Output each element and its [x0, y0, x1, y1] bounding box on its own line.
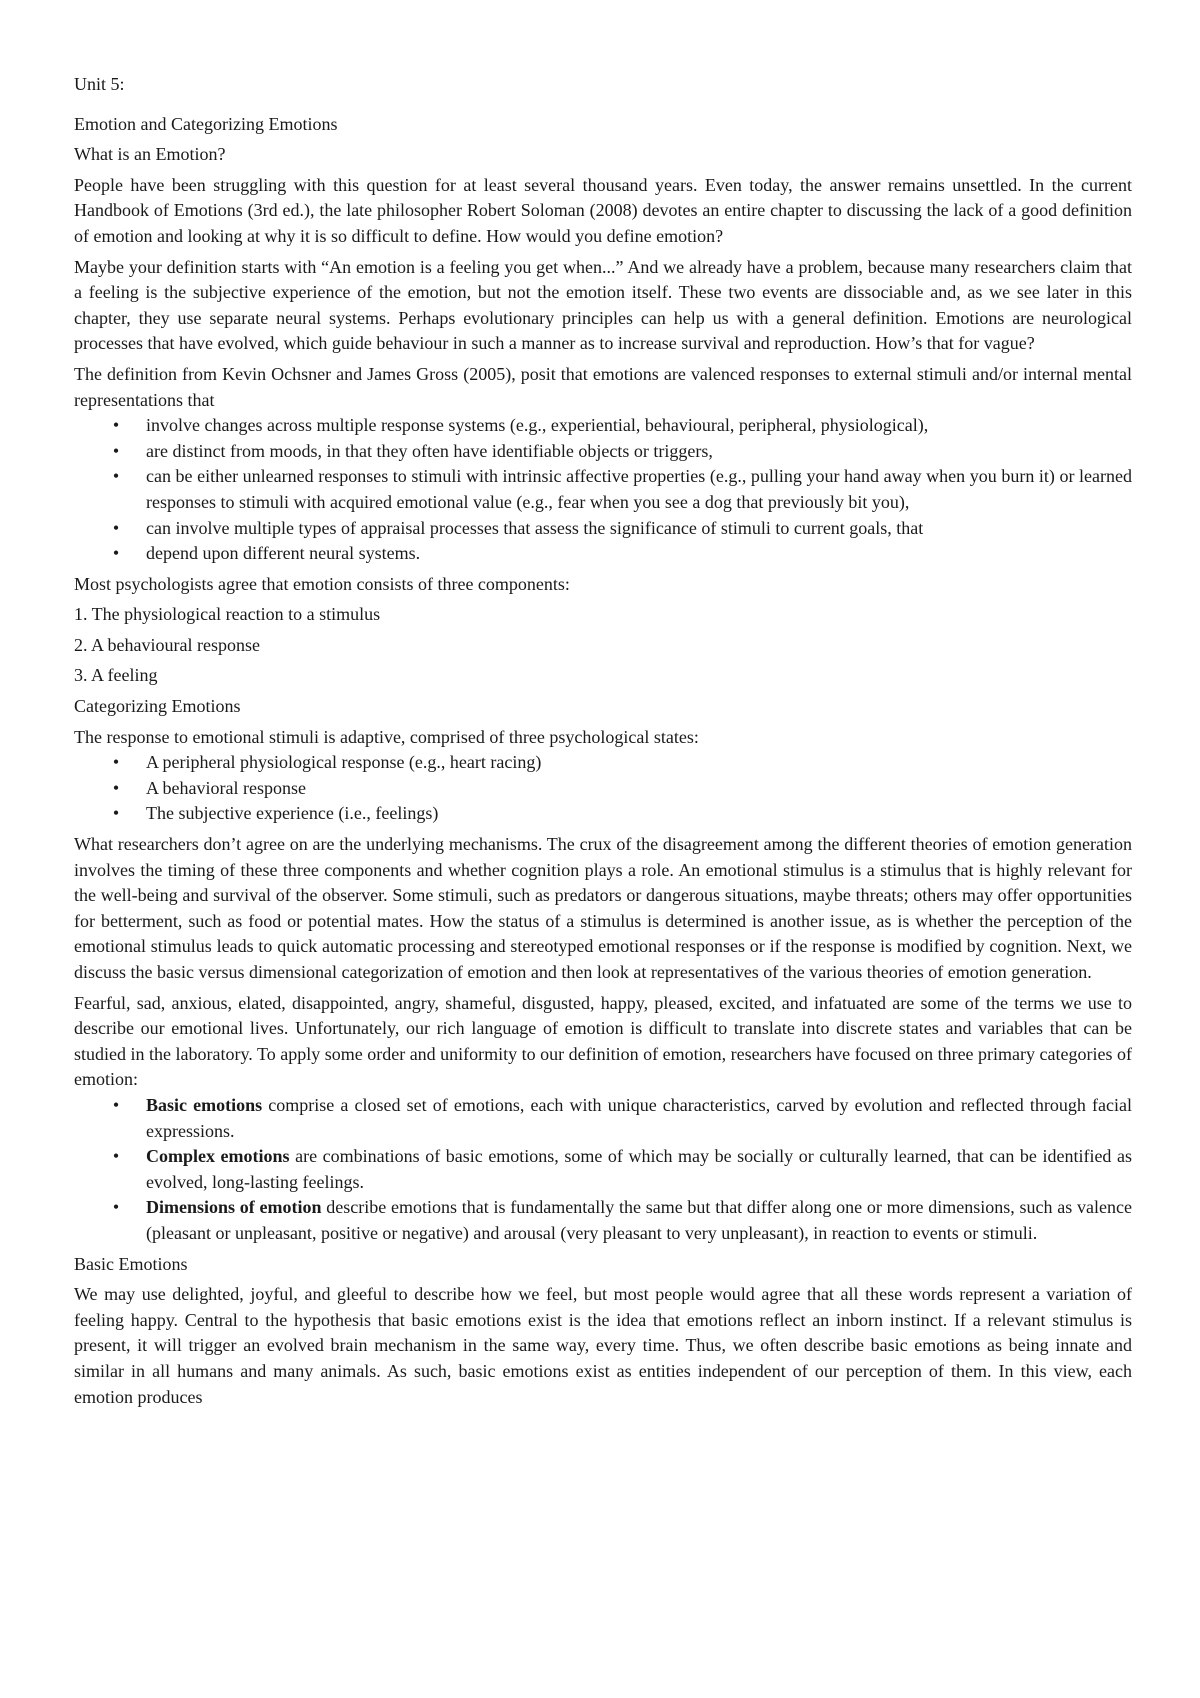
component-3: 3. A feeling: [74, 665, 158, 686]
unit-title: Unit 5:: [74, 74, 125, 94]
heading-what-is-emotion: What is an Emotion?: [74, 144, 226, 165]
list-item: • Basic emotions comprise a closed set of emotions, each with unique characteristics, carved by evolution and reflected through facial expressions.: [112, 1094, 1132, 1141]
paragraph-4: Most psychologists agree that emotion consists of three components:: [74, 573, 570, 594]
bullet-icon: •: [112, 440, 120, 461]
term-basic-emotions: Basic emotions: [146, 1094, 263, 1115]
term-dimensions-of-emotion: Dimensions of emotion: [146, 1197, 322, 1218]
section-title: Emotion and Categorizing Emotions: [74, 113, 338, 134]
heading-basic-emotions: Basic Emotions: [74, 1253, 188, 1274]
list-item: • A behavioral response: [146, 776, 1132, 802]
list-item: • involve changes across multiple response systems (e.g., experiential, behavioural, peripheral, physiological),: [146, 413, 1132, 439]
heading-categorizing-emotions: Categorizing Emotions: [74, 696, 241, 717]
categories-list: [74, 1093, 1132, 1247]
paragraph-5: The response to emotional stimuli is adaptive, comprised of three psychological states:: [74, 726, 699, 747]
bullet-icon: •: [112, 803, 120, 824]
bullet-icon: •: [112, 466, 120, 487]
states-list: [74, 750, 1132, 827]
list-item: • can involve multiple types of appraisal processes that assess the significance of stimuli to current goals, that: [146, 516, 1132, 542]
term-complex-emotions: Complex emotions: [146, 1146, 290, 1167]
bullet-icon: •: [112, 543, 120, 564]
list-item: • A peripheral physiological response (e.g., heart racing): [146, 750, 1132, 776]
list-item: • are distinct from moods, in that they often have identifiable objects or triggers,: [146, 439, 1132, 465]
bullet-icon: •: [112, 517, 120, 538]
list-item: • The subjective experience (i.e., feelings): [146, 801, 1132, 827]
component-2: 2. A behavioural response: [74, 634, 260, 655]
paragraph-7: Fearful, sad, anxious, elated, disappointed, angry, shameful, disgusted, happy, pleased, excited, and infatuated are some of the terms we use to describe our emotional lives. Unfortunately, our rich language of emotion is difficult to translate into discrete states and variables that can be studied in the laboratory. To apply some order and uniformity to our definition of emotion, researchers have focused on three primary categories of emotion:: [74, 992, 1132, 1090]
paragraph-2: Maybe your definition starts with “An emotion is a feeling you get when...” And we already have a problem, because many researchers claim that a feeling is the subjective experience of the emotion, but not the emotion itself. These two events are dissociable and, as we see later in this chapter, they use separate neural systems. Perhaps evolutionary principles can help us with a general definition. Emotions are neurological processes that have evolved, which guide behaviour in such a manner as to increase survival and reproduction. How’s that for vague?: [74, 256, 1132, 354]
paragraph-8: We may use delighted, joyful, and gleeful to describe how we feel, but most people would agree that all these words represent a variation of feeling happy. Central to the hypothesis that basic emotions exist is the idea that emotions reflect an inborn instinct. If a relevant stimulus is present, it will trigger an evolved brain mechanism in the same way, every time. Thus, we often describe basic emotions as being innate and similar in all humans and many animals. As such, basic emotions exist as entities independent of our perception of them. In this view, each emotion produces: [74, 1284, 1132, 1407]
bullet-icon: •: [112, 752, 120, 773]
definition-list: [74, 413, 1132, 567]
list-item: • can be either unlearned responses to stimuli with intrinsic affective properties (e.g., pulling your hand away when you burn it) or learned responses to stimuli with acquired emotional value (e.g., fear when you see a dog that previously bit you),: [112, 466, 1132, 512]
component-1: 1. The physiological reaction to a stimulus: [74, 604, 381, 625]
document-page: [74, 72, 1132, 1415]
list-item: • Complex emotions are combinations of basic emotions, some of which may be socially or culturally learned, that can be identified as evolved, long-lasting feelings.: [112, 1146, 1132, 1192]
bullet-icon: •: [112, 1146, 120, 1167]
bullet-icon: •: [112, 1197, 120, 1218]
bullet-icon: •: [112, 1094, 120, 1115]
paragraph-6: What researchers don’t agree on are the underlying mechanisms. The crux of the disagreement among the different theories of emotion generation involves the timing of these three components and whether cognition plays a role. An emotional stimulus is a stimulus that is highly relevant for the well-being and survival of the observer. Some stimuli, such as predators or dangerous situations, maybe threats; others may offer opportunities for betterment, such as food or potential mates. How the status of a stimulus is determined is another issue, as is whether the perception of the emotional stimulus leads to quick automatic processing and stereotyped emotional responses or if the response is modified by cognition. Next, we discuss the basic versus dimensional categorization of emotion and then look at representatives of the various theories of emotion generation.: [74, 834, 1132, 982]
paragraph-1: People have been struggling with this question for at least several thousand years. Even today, the answer remains unsettled. In the current Handbook of Emotions (3rd ed.), the late philosopher Robert Soloman (2008) devotes an entire chapter to discussing the lack of a good definition of emotion and looking at why it is so difficult to define. How would you define emotion?: [74, 174, 1132, 246]
bullet-icon: •: [112, 777, 120, 798]
bullet-icon: •: [112, 415, 120, 436]
paragraph-3: The definition from Kevin Ochsner and James Gross (2005), posit that emotions are valenced responses to external stimuli and/or internal mental representations that: [74, 363, 1132, 410]
list-item: • Dimensions of emotion describe emotions that is fundamentally the same but that differ along one or more dimensions, such as valence (pleasant or unpleasant, positive or negative) and arousal (very pleasant to very unpleasant), in reaction to events or stimuli.: [112, 1197, 1133, 1243]
list-item: • depend upon different neural systems.: [146, 541, 1132, 567]
